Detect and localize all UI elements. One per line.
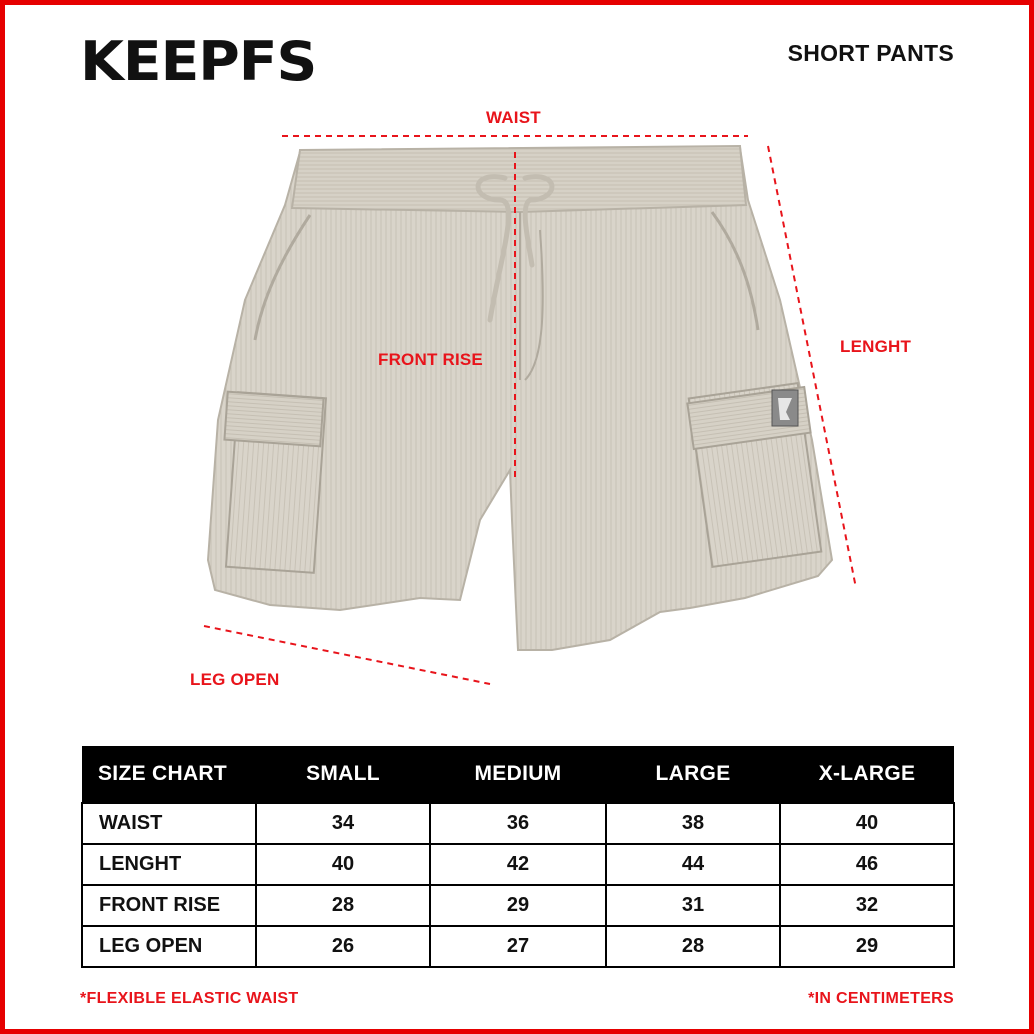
elastic-waist-note: *FLEXIBLE ELASTIC WAIST: [80, 990, 299, 1007]
column-header: LARGE: [606, 746, 780, 803]
row-label: FRONT RISE: [82, 885, 256, 926]
waistband: [292, 146, 746, 212]
table-cell: 40: [256, 844, 430, 885]
table-cell: 28: [606, 926, 780, 967]
column-header: SMALL: [256, 746, 430, 803]
leg-open-label: LEG OPEN: [190, 670, 280, 689]
table-cell: 46: [780, 844, 954, 885]
table-cell: 29: [430, 885, 606, 926]
row-label: LEG OPEN: [82, 926, 256, 967]
table-cell: 42: [430, 844, 606, 885]
units-note: *IN CENTIMETERS: [808, 990, 954, 1007]
table-cell: 34: [256, 803, 430, 844]
brand-logo: KEEPFS: [80, 30, 317, 93]
table-row: [82, 844, 954, 885]
waist-label: WAIST: [486, 108, 541, 127]
row-label: WAIST: [82, 803, 256, 844]
table-cell: 40: [780, 803, 954, 844]
product-title: SHORT PANTS: [787, 40, 954, 66]
table-cell: 28: [256, 885, 430, 926]
table-cell: 32: [780, 885, 954, 926]
table-row: [82, 885, 954, 926]
front-rise-label: FRONT RISE: [378, 350, 483, 369]
row-label: LENGHT: [82, 844, 256, 885]
table-cell: 29: [780, 926, 954, 967]
table-cell: 26: [256, 926, 430, 967]
left-cargo-flap: [224, 392, 323, 447]
size-chart-table: [81, 746, 955, 968]
column-header: MEDIUM: [430, 746, 606, 803]
table-cell: 44: [606, 844, 780, 885]
column-header: X-LARGE: [780, 746, 954, 803]
table-cell: 36: [430, 803, 606, 844]
table-cell: 38: [606, 803, 780, 844]
length-label: LENGHT: [840, 337, 912, 356]
table-row: [82, 926, 954, 967]
table-cell: 27: [430, 926, 606, 967]
table-header-row: [82, 746, 954, 803]
column-header: SIZE CHART: [82, 746, 256, 803]
table-cell: 31: [606, 885, 780, 926]
table-row: [82, 803, 954, 844]
